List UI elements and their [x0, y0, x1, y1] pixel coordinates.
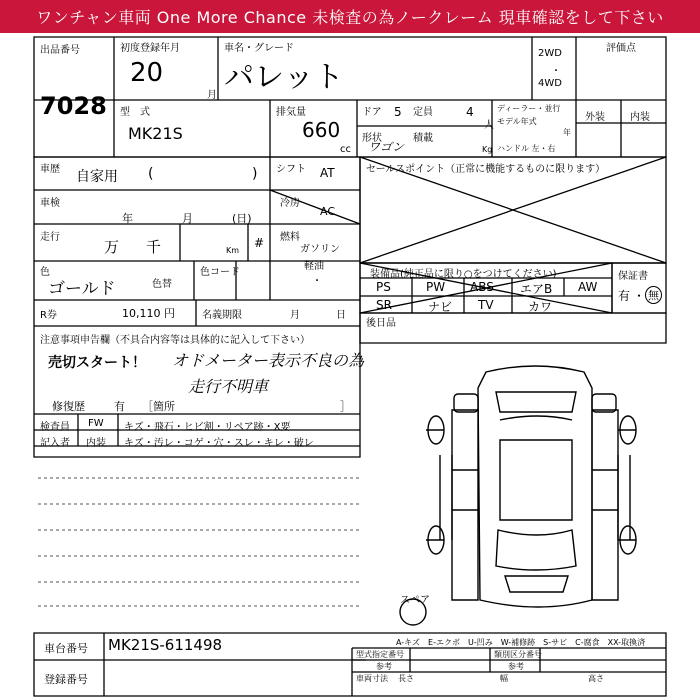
load-label: 積載 [413, 133, 433, 144]
shape-code-ref: 参考 [376, 662, 392, 671]
lot-label: 出品番号 [40, 45, 80, 56]
interior-label: 内装 [630, 112, 650, 123]
writer-label: 記入者 [40, 438, 70, 449]
mileage-km: Km [226, 246, 240, 255]
size-label: 車両寸法 [356, 674, 388, 683]
inspection-month: 月 [182, 212, 193, 225]
shift-label: シフト [276, 164, 306, 175]
notes-line1-hand: オドメーター表示不良の為 [172, 351, 364, 370]
capacity-label: 定員 [413, 107, 433, 118]
spare-label: スペア [400, 595, 430, 606]
color-code-label: 色コード [200, 267, 240, 278]
warranty-no: 無 [645, 286, 662, 304]
handle-label: ハンドル 左・右 [497, 144, 556, 153]
first-reg-year: 20 [130, 58, 164, 88]
person-unit: 人 [484, 120, 494, 131]
first-reg-label: 初度登録年月 [120, 43, 180, 54]
drive-dot: ・ [551, 66, 561, 77]
shape-label: 形状 [362, 133, 382, 144]
equipment-navi: ナビ [428, 300, 453, 314]
notes-line2-hand: 走行不明車 [188, 377, 269, 396]
warranty-label: 保証書 [618, 271, 648, 282]
equipment-abs: ABS [470, 280, 494, 294]
notes-line1-print: 売切スタート！ [48, 355, 146, 371]
cc-unit: cc [340, 144, 351, 155]
model-name: パレット [224, 60, 344, 95]
inspection-label: 車検 [40, 198, 60, 209]
recycle-label: R券 [40, 310, 57, 321]
history-value: 自家用 [76, 169, 118, 185]
displacement-label: 排気量 [276, 107, 306, 118]
fuel-label: 燃料 [280, 232, 300, 243]
meigi-label: 名義期限 [202, 310, 242, 321]
equipment-leather: カワ [528, 300, 553, 314]
year-unit: 年 [563, 128, 571, 137]
fuel-gasoline: ガソリン [300, 244, 340, 255]
shift-value: AT [320, 166, 335, 180]
repair-close: ］ [340, 400, 351, 413]
equipment-airbag: エアB [520, 282, 553, 296]
month-unit: 月 [207, 90, 217, 101]
equipment-aw: AW [578, 280, 598, 294]
history-paren-open: ( [148, 166, 154, 182]
after-market-label: 後日品 [366, 318, 396, 329]
class-code-ref: 参考 [508, 662, 524, 671]
equipment-tv: TV [478, 298, 494, 312]
history-label: 車歴 [40, 164, 60, 175]
warranty-dot: ・ [633, 289, 646, 303]
doors-label: ドア [362, 107, 382, 118]
class-code-label: 類別区分番号 [494, 650, 542, 659]
car-diagram [400, 366, 636, 625]
dealer-label: ディーラー・並行 [497, 104, 561, 113]
interior-check-text: キズ・汚レ・コゲ・穴・スレ・キレ・破レ [124, 438, 314, 449]
model-name-label: 車名・グレード [224, 43, 294, 54]
lot-number: 7028 [40, 92, 107, 120]
mileage-sen: 千 [146, 238, 162, 256]
sales-point-label: セールスポイント（正常に機能するものに限ります） [366, 164, 606, 175]
size-length: 長さ [398, 674, 414, 683]
ac-label: 冷房 [280, 198, 300, 209]
mileage-label: 走行 [40, 232, 60, 243]
notes-label: 注意事項申告欄（不具合内容等は具体的に記入して下さい） [40, 335, 310, 346]
type-value: MK21S [128, 124, 183, 143]
equipment-ps: PS [376, 280, 391, 294]
mileage-man: 万 [104, 238, 120, 256]
size-height: 高さ [588, 674, 604, 683]
grade-label: 評価点 [606, 43, 636, 54]
inspection-day: (日) [232, 212, 252, 225]
drive-2wd: 2WD [538, 48, 562, 59]
shape-code-label: 型式指定番号 [356, 650, 404, 659]
kg-unit: Kg [482, 145, 493, 154]
color-value: ゴールド [48, 279, 116, 299]
shape-value: ワゴン [368, 140, 405, 154]
capacity-value: 4 [466, 105, 474, 119]
fuel-dot: ・ [312, 276, 322, 287]
exterior-label: 外装 [585, 112, 605, 123]
repair-value: 有 [114, 400, 125, 413]
damage-legend: A-キズ E-エクボ U-凹み W-補修跡 S-サビ C-腐食 XX-取換済 [396, 638, 646, 647]
equipment-sr: SR [376, 298, 392, 312]
size-width: 幅 [500, 674, 508, 683]
inspection-year: 年 [122, 212, 133, 225]
model-year-label: モデル年式 [497, 117, 537, 126]
mileage-hash: # [254, 236, 265, 250]
history-paren-close: ) [252, 166, 258, 182]
repair-paren: ［箇所 [142, 400, 175, 413]
repair-label: 修復歴 [52, 400, 85, 413]
fw-text: キズ・飛石・ヒビ割・リペア跡・X要 [124, 422, 291, 433]
fuel-diesel: 軽油 [304, 261, 324, 272]
interior-check-label: 内装 [86, 438, 106, 449]
color-change-label: 色替 [152, 279, 172, 290]
color-label: 色 [40, 267, 50, 278]
ac-value: AC [320, 205, 336, 218]
displacement-value: 660 [302, 118, 341, 142]
doors-value: 5 [394, 105, 402, 119]
drive-4wd: 4WD [538, 78, 562, 89]
equipment-label: 装備品(純正品に限り○をつけてください) [370, 269, 557, 280]
header-banner: ワンチャン車両 One More Chance 未検査の為ノークレーム 現車確認をして下さい [0, 0, 700, 33]
registration-label: 登録番号 [44, 673, 88, 686]
meigi-day: 日 [336, 310, 346, 321]
type-label: 型 式 [120, 107, 150, 118]
chassis-value: MK21S-611498 [108, 636, 223, 654]
chassis-label: 車台番号 [44, 642, 88, 655]
recycle-value: 10,110 円 [122, 307, 175, 320]
fw-label: FW [88, 418, 104, 429]
equipment-pw: PW [426, 280, 446, 294]
meigi-month: 月 [290, 310, 300, 321]
inspector-label: 検査員 [40, 422, 70, 433]
warranty-yes: 有 [618, 289, 631, 303]
